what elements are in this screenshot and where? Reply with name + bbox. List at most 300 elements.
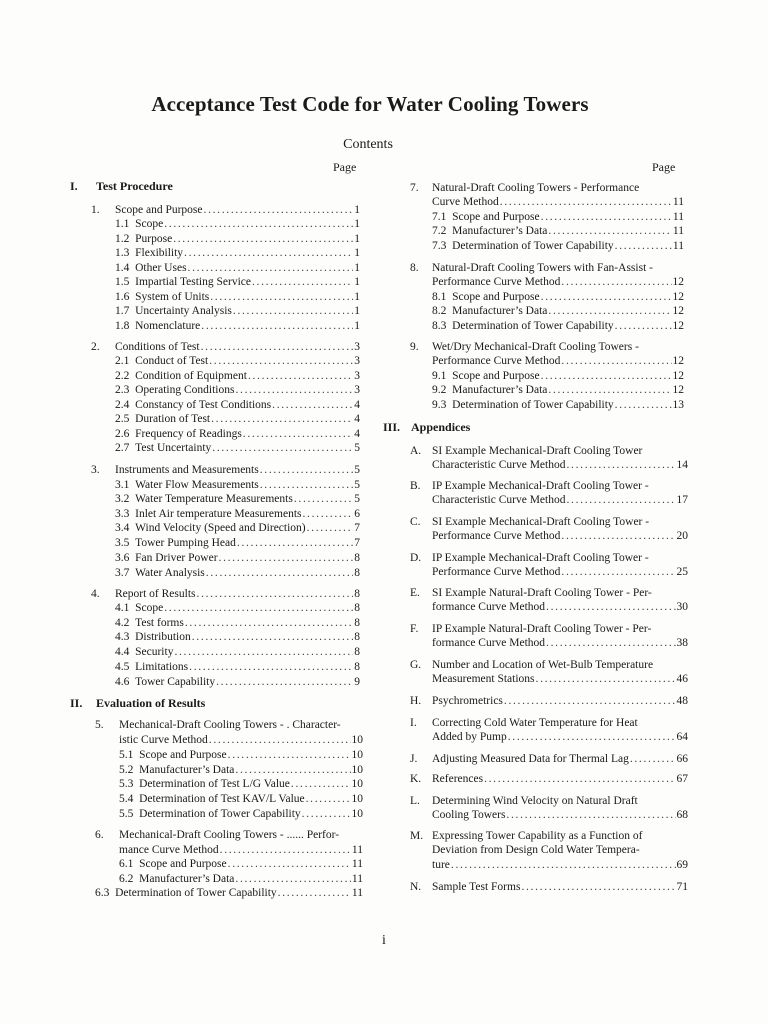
toc-entry[interactable]: [115, 427, 360, 441]
appendix-entry[interactable]: [432, 694, 688, 708]
dot-leader: [228, 857, 351, 871]
appendix-title: Characteristic Curve Method: [432, 459, 566, 471]
appendix-entry[interactable]: [432, 493, 688, 507]
toc-entry[interactable]: [115, 275, 360, 289]
dot-leader: [210, 290, 353, 304]
dot-leader: [216, 675, 353, 689]
appendix-title: Performance Curve Method: [432, 530, 561, 542]
toc-entry-number: 8.1: [432, 291, 447, 303]
dot-leader: [561, 565, 675, 579]
toc-entry-title: Frequency of Readings: [135, 428, 242, 440]
toc-entry-number: 6.1: [119, 858, 134, 870]
appendix-letter: L.: [410, 795, 420, 807]
dot-leader: [188, 261, 354, 275]
toc-entry[interactable]: [115, 601, 360, 615]
toc-group-number: 5.: [95, 719, 104, 731]
toc-entry-number: 2.1: [115, 355, 130, 367]
dot-leader: [500, 195, 672, 209]
toc-entry[interactable]: [432, 383, 684, 397]
section-title: Evaluation of Results: [96, 696, 206, 710]
toc-entry-title: Scope and Purpose: [452, 291, 540, 303]
toc-entry[interactable]: [119, 733, 363, 747]
appendix-page: 38: [676, 637, 688, 649]
toc-entry-number: 7.2: [432, 225, 447, 237]
toc-entry[interactable]: [115, 246, 360, 260]
toc-entry-title: istic Curve Method: [119, 734, 208, 746]
toc-entry-page: 8: [354, 588, 360, 600]
dot-leader: [209, 354, 353, 368]
toc-entry[interactable]: [115, 536, 360, 550]
appendix-title-line: SI Example Mechanical-Draft Cooling Tower -: [432, 516, 650, 528]
appendix-title: Psychrometrics: [432, 695, 503, 707]
toc-entry-title: Inlet Air temperature Measurements: [135, 508, 302, 520]
appendix-title-line: Deviation from Design Cold Water Tempera-: [432, 844, 640, 856]
toc-entry-page: 12: [672, 291, 684, 303]
toc-entry[interactable]: [115, 383, 360, 397]
appendix-page: 14: [676, 459, 688, 471]
toc-entry[interactable]: [432, 224, 684, 238]
dot-leader: [197, 587, 354, 601]
toc-entry[interactable]: [115, 304, 360, 318]
page-number-footer: i: [382, 933, 386, 948]
appendix-title: Adjusting Measured Data for Thermal Lag: [432, 753, 629, 765]
toc-group-number: 2.: [91, 341, 100, 353]
dot-leader: [451, 858, 676, 872]
toc-entry-number: 6.2: [119, 873, 134, 885]
dot-leader: [541, 290, 672, 304]
toc-entry-number: 3.1: [115, 479, 130, 491]
appendix-entry[interactable]: [432, 880, 688, 894]
toc-entry-title: Scope: [135, 218, 164, 230]
toc-entry-title: Determination of Tower Capability: [452, 240, 614, 252]
toc-entry-page: 1: [354, 320, 360, 332]
dot-leader: [184, 246, 353, 260]
appendix-entry[interactable]: [432, 772, 688, 786]
toc-entry-number: 2.4: [115, 399, 130, 411]
toc-entry-title: Test forms: [135, 617, 184, 629]
appendix-entry[interactable]: [432, 529, 688, 543]
toc-entry[interactable]: [115, 507, 360, 521]
toc-entry-title: Water Flow Measurements: [135, 479, 259, 491]
toc-entry-title: Condition of Equipment: [135, 370, 247, 382]
toc-entry[interactable]: [119, 872, 363, 886]
appendix-title: Added by Pump: [432, 731, 507, 743]
toc-entry[interactable]: [115, 660, 360, 674]
toc-entry-title: Scope and Purpose: [452, 370, 540, 382]
toc-entry[interactable]: [119, 857, 363, 871]
dot-leader: [294, 492, 353, 506]
appendix-page: 64: [676, 731, 688, 743]
appendix-entry[interactable]: [432, 672, 688, 686]
toc-entry-number: 4.2: [115, 617, 130, 629]
toc-entry-page: 10: [351, 793, 363, 805]
toc-entry[interactable]: [115, 319, 360, 333]
dot-leader: [561, 529, 675, 543]
dot-leader: [164, 601, 353, 615]
appendix-letter: I.: [410, 717, 417, 729]
toc-entry[interactable]: [119, 763, 363, 777]
toc-entry-number: 5.1: [119, 749, 134, 761]
toc-entry[interactable]: [115, 261, 360, 275]
toc-entry-number: 9.1: [432, 370, 447, 382]
toc-entry-page: 1: [354, 276, 360, 288]
dot-leader: [211, 412, 353, 426]
toc-entry-title-line: Natural-Draft Cooling Towers - Performance: [432, 182, 640, 194]
toc-entry-title: Determination of Test KAV/L Value: [139, 793, 305, 805]
toc-entry-title: Performance Curve Method: [432, 276, 561, 288]
toc-entry-title: Manufacturer’s Data: [452, 225, 548, 237]
dot-leader: [174, 645, 353, 659]
toc-entry-title: Security: [135, 646, 174, 658]
appendix-title: Performance Curve Method: [432, 566, 561, 578]
toc-entry-page: 11: [672, 225, 684, 237]
dot-leader: [164, 217, 353, 231]
toc-entry-page: 8: [354, 552, 360, 564]
appendix-title: References: [432, 773, 484, 785]
toc-entry-title: Purpose: [135, 233, 173, 245]
toc-entry[interactable]: [115, 616, 360, 630]
dot-leader: [541, 369, 672, 383]
appendix-title-line: Expressing Tower Capability as a Function of: [432, 830, 643, 842]
toc-entry[interactable]: [432, 275, 684, 289]
toc-entry[interactable]: [115, 492, 360, 506]
toc-entry-number: 3.4: [115, 522, 130, 534]
toc-entry-title: Water Temperature Measurements: [135, 493, 293, 505]
appendix-entry[interactable]: [432, 458, 688, 472]
appendix-letter: G.: [410, 659, 422, 671]
toc-entry[interactable]: [115, 290, 360, 304]
dot-leader: [307, 521, 354, 535]
dot-leader: [173, 232, 353, 246]
toc-entry-page: 3: [354, 341, 360, 353]
toc-entry-page: 12: [672, 355, 684, 367]
toc-entry[interactable]: [119, 843, 363, 857]
appendix-page: 71: [676, 881, 688, 893]
dot-leader: [508, 730, 676, 744]
toc-entry-page: 8: [354, 567, 360, 579]
toc-entry-title: Uncertainty Analysis: [135, 305, 232, 317]
toc-entry-page: 5: [354, 479, 360, 491]
appendix-page: 67: [676, 773, 688, 785]
toc-entry-number: 1.6: [115, 291, 130, 303]
toc-entry[interactable]: [119, 807, 363, 821]
toc-entry-title: Determination of Tower Capability: [452, 320, 614, 332]
appendix-title: Cooling Towers: [432, 809, 506, 821]
toc-entry-title: Determination of Test L/G Value: [139, 778, 290, 790]
toc-entry-number: 1.2: [115, 233, 130, 245]
toc-entry-page: 4: [354, 399, 360, 411]
toc-entry[interactable]: [115, 232, 360, 246]
toc-entry-page: 8: [354, 661, 360, 673]
toc-entry[interactable]: [432, 290, 684, 304]
dot-leader: [260, 463, 354, 477]
toc-entry[interactable]: [115, 645, 360, 659]
toc-entry-title: Scope and Purpose: [452, 211, 540, 223]
toc-entry[interactable]: [432, 195, 684, 209]
appendix-entry[interactable]: [432, 752, 688, 766]
appendix-title-line: Number and Location of Wet-Bulb Temperature: [432, 659, 654, 671]
dot-leader: [209, 733, 351, 747]
toc-entry[interactable]: [115, 551, 360, 565]
toc-entry[interactable]: [115, 587, 360, 601]
toc-entry-title: Operating Conditions: [135, 384, 235, 396]
dot-leader: [546, 636, 675, 650]
appendix-page: 17: [676, 494, 688, 506]
dot-leader: [260, 478, 354, 492]
toc-entry-title: Wind Velocity (Speed and Direction): [135, 522, 306, 534]
appendix-title: Characteristic Curve Method: [432, 494, 566, 506]
toc-entry-title: Distribution: [135, 631, 191, 643]
section-ii-heading: [70, 696, 205, 711]
toc-entry-number: 2.5: [115, 413, 130, 425]
appendix-entry[interactable]: [432, 600, 688, 614]
toc-entry-title: Tower Pumping Head: [135, 537, 236, 549]
appendix-entry[interactable]: [432, 730, 688, 744]
toc-entry-page: 12: [672, 276, 684, 288]
dot-leader: [235, 763, 350, 777]
toc-entry-title-line: Mechanical-Draft Cooling Towers - . Character-: [119, 719, 341, 731]
toc-entry-page: 12: [672, 305, 684, 317]
toc-entry-page: 11: [351, 858, 363, 870]
dot-leader: [548, 304, 671, 318]
toc-entry[interactable]: [115, 566, 360, 580]
toc-entry-page: 7: [354, 537, 360, 549]
toc-group-number: 7.: [410, 182, 419, 194]
appendix-title: Sample Test Forms: [432, 881, 521, 893]
toc-entry[interactable]: [119, 748, 363, 762]
toc-entry[interactable]: [115, 412, 360, 426]
toc-entry[interactable]: [115, 675, 360, 689]
appendix-entry[interactable]: [432, 808, 688, 822]
toc-entry-page: 8: [354, 631, 360, 643]
toc-entry[interactable]: [95, 886, 363, 900]
toc-group-number: 9.: [410, 341, 419, 353]
toc-entry[interactable]: [115, 217, 360, 231]
appendix-title-line: IP Example Natural-Draft Cooling Tower - Per-: [432, 623, 652, 635]
dot-leader: [548, 383, 671, 397]
dot-leader: [233, 304, 353, 318]
toc-entry-number: 7.3: [432, 240, 447, 252]
dot-leader: [206, 566, 353, 580]
toc-entry-page: 3: [354, 355, 360, 367]
dot-leader: [615, 319, 672, 333]
dot-leader: [278, 886, 351, 900]
appendix-title-line: Determining Wind Velocity on Natural Draft: [432, 795, 638, 807]
dot-leader: [615, 239, 672, 253]
toc-entry-number: 8.3: [432, 320, 447, 332]
appendix-page: 66: [676, 753, 688, 765]
toc-entry-title-line: Natural-Draft Cooling Towers with Fan-Assist -: [432, 262, 653, 274]
appendix-letter: N.: [410, 881, 422, 893]
toc-entry-page: 10: [351, 778, 363, 790]
toc-entry-page: 10: [351, 749, 363, 761]
toc-entry[interactable]: [119, 777, 363, 791]
section-roman: I.: [70, 179, 78, 193]
toc-entry[interactable]: [115, 340, 360, 354]
dot-leader: [291, 777, 351, 791]
toc-entry-page: 3: [354, 384, 360, 396]
toc-entry-page: 13: [672, 399, 684, 411]
section-title: Test Procedure: [96, 179, 173, 193]
appendix-letter: E.: [410, 587, 420, 599]
dot-leader: [306, 792, 351, 806]
toc-entry-number: 5.3: [119, 778, 134, 790]
toc-entry-number: 1.7: [115, 305, 130, 317]
appendix-letter: D.: [410, 552, 422, 564]
toc-entry-title: Test Uncertainty: [135, 442, 212, 454]
toc-entry-title: Conduct of Test: [135, 355, 209, 367]
toc-entry[interactable]: [432, 210, 684, 224]
toc-entry-page: 11: [672, 196, 684, 208]
dot-leader: [561, 275, 671, 289]
toc-entry-title: Manufacturer’s Data: [452, 384, 548, 396]
toc-entry-number: 3.7: [115, 567, 130, 579]
toc-entry-title: Limitations: [135, 661, 189, 673]
toc-entry-page: 1: [354, 233, 360, 245]
dot-leader: [302, 807, 351, 821]
dot-leader: [237, 536, 353, 550]
toc-entry-page: 5: [354, 464, 360, 476]
appendix-page: 46: [676, 673, 688, 685]
dot-leader: [521, 880, 675, 894]
toc-entry[interactable]: [432, 319, 684, 333]
toc-entry-number: 4.3: [115, 631, 130, 643]
dot-leader: [506, 808, 675, 822]
toc-entry-title: Duration of Test: [135, 413, 211, 425]
dot-leader: [252, 275, 353, 289]
toc-entry[interactable]: [115, 369, 360, 383]
toc-entry-title-line: Wet/Dry Mechanical-Draft Cooling Towers -: [432, 341, 639, 353]
toc-entry[interactable]: [115, 354, 360, 368]
appendix-entry[interactable]: [432, 636, 688, 650]
contents-heading: Contents: [343, 137, 393, 152]
dot-leader: [248, 369, 353, 383]
toc-entry[interactable]: [432, 398, 684, 412]
toc-entry-number: 5.2: [119, 764, 134, 776]
toc-entry-title: Other Uses: [135, 262, 187, 274]
toc-entry-page: 1: [354, 204, 360, 216]
section-i-heading: [70, 179, 173, 194]
section-roman: II.: [70, 696, 83, 710]
toc-entry-page: 12: [672, 370, 684, 382]
toc-entry-title: Water Analysis: [135, 567, 205, 579]
appendix-title-line: IP Example Mechanical-Draft Cooling Tower -: [432, 480, 649, 492]
dot-leader: [541, 210, 672, 224]
toc-group-number: 4.: [91, 588, 100, 600]
toc-entry[interactable]: [115, 521, 360, 535]
toc-entry-number: 4.6: [115, 676, 130, 688]
toc-entry-page: 1: [354, 247, 360, 259]
toc-entry[interactable]: [115, 203, 360, 217]
appendix-page: 48: [676, 695, 688, 707]
appendix-title: ture: [432, 859, 450, 871]
toc-entry[interactable]: [119, 792, 363, 806]
appendix-letter: M.: [410, 830, 424, 842]
toc-entry-title: System of Units: [135, 291, 210, 303]
appendix-title-line: SI Example Mechanical-Draft Cooling Tower: [432, 445, 643, 457]
toc-group-number: 3.: [91, 464, 100, 476]
toc-entry[interactable]: [432, 354, 684, 368]
dot-leader: [548, 224, 672, 238]
toc-entry-page: 12: [672, 320, 684, 332]
section-roman: III.: [383, 420, 401, 434]
toc-entry-page: 1: [354, 291, 360, 303]
toc-entry-page: 7: [354, 522, 360, 534]
dot-leader: [272, 398, 353, 412]
dot-leader: [630, 752, 676, 766]
dot-leader: [212, 441, 353, 455]
toc-entry-title: Manufacturer’s Data: [139, 764, 235, 776]
toc-entry[interactable]: [115, 441, 360, 455]
toc-group-number: 8.: [410, 262, 419, 274]
dot-leader: [235, 872, 351, 886]
toc-entry-number: 2.7: [115, 442, 130, 454]
toc-group-number: 1.: [91, 204, 100, 216]
appendix-letter: A.: [410, 445, 422, 457]
appendix-letter: B.: [410, 480, 421, 492]
toc-entry-title-line: Mechanical-Draft Cooling Towers - ...... Perfor-: [119, 829, 340, 841]
toc-entry-title: Impartial Testing Service: [135, 276, 251, 288]
toc-entry-page: 11: [351, 844, 363, 856]
toc-entry-page: 5: [354, 442, 360, 454]
appendix-title-line: Correcting Cold Water Temperature for Heat: [432, 717, 638, 729]
dot-leader: [561, 354, 671, 368]
section-iii-heading: [383, 420, 470, 435]
toc-entry-page: 6: [354, 508, 360, 520]
toc-entry[interactable]: [432, 369, 684, 383]
section-title: Appendices: [411, 420, 471, 434]
appendix-entry[interactable]: [432, 565, 688, 579]
toc-entry-number: 2.3: [115, 384, 130, 396]
toc-entry[interactable]: [432, 239, 684, 253]
toc-entry-title: Determination of Tower Capability: [139, 808, 301, 820]
appendix-title: formance Curve Method: [432, 637, 546, 649]
toc-entry-page: 1: [354, 218, 360, 230]
toc-entry-title: Scope and Purpose: [139, 858, 227, 870]
toc-entry[interactable]: [115, 478, 360, 492]
toc-entry[interactable]: [115, 630, 360, 644]
dot-leader: [228, 748, 351, 762]
toc-entry-title: Flexibility: [135, 247, 184, 259]
toc-entry-title: Scope and Purpose: [139, 749, 227, 761]
dot-leader: [567, 458, 676, 472]
toc-entry-title: Performance Curve Method: [432, 355, 561, 367]
appendix-title-line: IP Example Mechanical-Draft Cooling Tower -: [432, 552, 649, 564]
toc-entry[interactable]: [115, 398, 360, 412]
appendix-letter: F.: [410, 623, 419, 635]
toc-entry-title: Scope: [135, 602, 164, 614]
toc-entry-title: Constancy of Test Conditions: [135, 399, 272, 411]
toc-entry-number: 4.1: [115, 602, 130, 614]
toc-entry-title: mance Curve Method: [119, 844, 219, 856]
toc-entry[interactable]: [432, 304, 684, 318]
dot-leader: [484, 772, 675, 786]
toc-entry-page: 11: [351, 887, 363, 899]
toc-entry-page: 11: [672, 211, 684, 223]
toc-entry-number: 2.6: [115, 428, 130, 440]
dot-leader: [536, 672, 676, 686]
toc-entry-page: 10: [351, 734, 363, 746]
toc-entry-number: 5.4: [119, 793, 134, 805]
toc-entry-title: Curve Method: [432, 196, 499, 208]
appendix-entry[interactable]: [432, 858, 688, 872]
appendix-page: 30: [676, 601, 688, 613]
toc-entry-page: 11: [351, 873, 363, 885]
appendix-letter: J.: [410, 753, 418, 765]
toc-group-number: 6.: [95, 829, 104, 841]
toc-entry-number: 3.3: [115, 508, 130, 520]
toc-entry[interactable]: [115, 463, 360, 477]
